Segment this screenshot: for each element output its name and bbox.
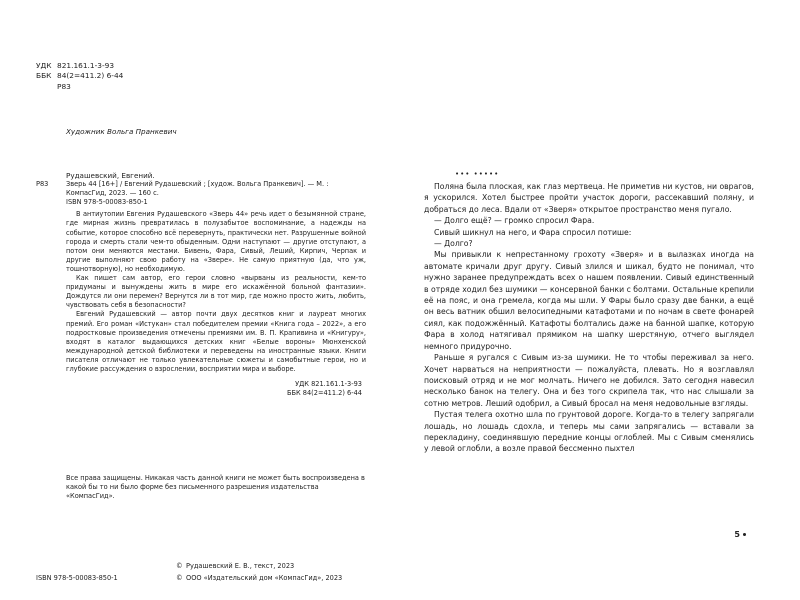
right-page [400, 0, 800, 600]
copyright-text: ООО «Издательский дом «КомпасГид», 2023 [186, 574, 343, 582]
annotation-paragraph: Евгений Рудашевский — автор почти двух десятков книг и лауреат многих премий. Его роман «Истукан» стал победителем премии «Книга года – 2022», а его подростковые произведения отмечены премиями им. В. П. Крапивина и «Книгуру», входят в каталог выдающихся детских книг «Белые вороны» Мюнхенской международной детской библиотеки и переведены на иностранные языки. Книги писателя отличают не только увлекательные сюжеты и самобытные герои, но и глубокие рассуждения о взрослении, восприятии мира и выборе. [66, 310, 366, 373]
card-title-line: Зверь 44 [16+] / Евгений Рудашевский ; [худож. Вольга Пранкевич]. — М. : КомпасГид, 2023. — 160 с. [66, 180, 329, 198]
card-udk: УДК 821.161.1-3-93 [295, 380, 362, 389]
card-bbk: ББК 84(2=411.2) 6-44 [286, 389, 362, 398]
page-number-value: 5 [734, 530, 740, 539]
class-code: Р83 [57, 81, 71, 91]
card-entry [36, 180, 366, 198]
body-text [424, 181, 754, 455]
class-code-row [36, 82, 123, 92]
card-codes [36, 380, 366, 398]
copyright-symbol: © [176, 562, 183, 570]
page-number [734, 530, 746, 539]
catalog-card [36, 171, 366, 398]
bibliographic-codes [36, 61, 123, 92]
udk-value: 821.161.1-3-93 [57, 61, 115, 70]
annotation-paragraph: Как пишет сам автор, его герои словно «вырваны из реальности, кем-то придуманы и вынуждены жить в мире его искажённой больной фантазии». Дождутся ли они перемен? Вернутся ли в тот мир, где можно просто жить, любить, чувствовать себя в безопасности? [66, 274, 366, 310]
copyright-row-1 [36, 560, 376, 572]
text-paragraph: — Долго ещё? — громко спросил Фара. [434, 216, 595, 226]
udk-label: УДК [36, 61, 52, 70]
bullet-icon [743, 533, 746, 536]
copyright-block [36, 560, 376, 584]
text-paragraph: — Долго? [434, 239, 473, 249]
bbk-value: 84(2=411.2) 6-44 [57, 71, 124, 81]
card-isbn: ISBN 978-5-00083-850-1 [66, 198, 148, 207]
card-class-code: Р83 [36, 180, 49, 189]
udk-row [36, 61, 123, 71]
text-paragraph: Сивый шикнул на него, и Фара спросил потише: [434, 227, 632, 237]
artist-credit: Художник Вольга Пранкевич [66, 127, 177, 136]
annotation-paragraph: В антиутопии Евгения Рудашевского «Зверь 44» речь идет о безымянной стране, где мирная жизнь превратилась в полузабытое воспоминание, а надежды на событие, которое способно всё перевернуть, практически нет. Разрушенные войной города и смерть стали чем-то обыденным. Одни наступают — другие отступают, а потом они меняются местами. Бивень, Фара, Сивый, Леший, Кирпич, Черпак и другие выполняют свою работу на «Звере». Не самую приятную (да, что уж, тошнотворную), но необходимую. [66, 210, 366, 273]
bbk-label: ББК [36, 71, 52, 81]
copyright-symbol: © [176, 574, 183, 582]
text-paragraph: Раньше я ругался с Сивым из-за шумики. Не то чтобы переживал за него. Хочет нарваться на неприятности — пожалуйста, плевать. Но я возглавлял поисковый отряд и не мог молчать. Ничего не добился. Зато сегодня навесил несколько банок на телегу. Она и без того скрипела так, что нас слышали за сотню метров. Леший одобрил, а Сивый бросал на меня недовольные взгляды. [424, 353, 754, 408]
copyright-row-2 [36, 572, 376, 584]
card-author: Рудашевский, Евгений. [66, 171, 155, 180]
bbk-row [36, 71, 123, 81]
copyright-isbn: ISBN 978-5-00083-850-1 [36, 574, 118, 582]
section-divider: ••• ••••• [455, 170, 500, 178]
rights-notice: Все права защищены. Никакая часть данной книги не может быть воспроизведена в какой бы то ни было форме без письменного разрешения издательства «КомпасГид». [66, 474, 365, 500]
copyright-text: Рудашевский Е. В., текст, 2023 [186, 562, 295, 570]
text-paragraph: Пустая телега охотно шла по грунтовой дороге. Когда-то в телегу запрягали лошадь, но лошадь сдохла, и теперь мы сами запрягались — вставали за перекладину, соединявшую передние концы оглоблей. Мы с Сивым сменялись у левой оглобли, а возле правой бессменно пыхтел [424, 410, 754, 454]
text-paragraph: Поляна была плоская, как глаз мертвеца. Не приметив ни кустов, ни оврагов, я ускорился. Хотел быстрее пройти участок дороги, рассекавший поляну, и добраться до леса. Вдали от «Зверя» открытое пространство меня пугало. [424, 182, 754, 214]
text-paragraph: Мы привыкли к непрестанному грохоту «Зверя» и в вылазках иногда на автомате кричали друг другу. Сивый злился и шикал, будто не понимал, что нужно заранее предупреждать всех о нашем появлении. Сивый единственный в отряде ходил без шумики — консервной банки с болтами. Остальные крепили её на пояс, и она гремела, когда мы шли. У Фары было сразу две банки, а ещё он весь ватник обшил велосипедными катафотами и по ночам в свете фонарей сиял, как подожжённый. Катафоты болтались даже на банной шапке, которую Фара в холод натягивал прямиком на шапку шерстяную, отчего выглядел немного придурочно. [424, 250, 754, 351]
